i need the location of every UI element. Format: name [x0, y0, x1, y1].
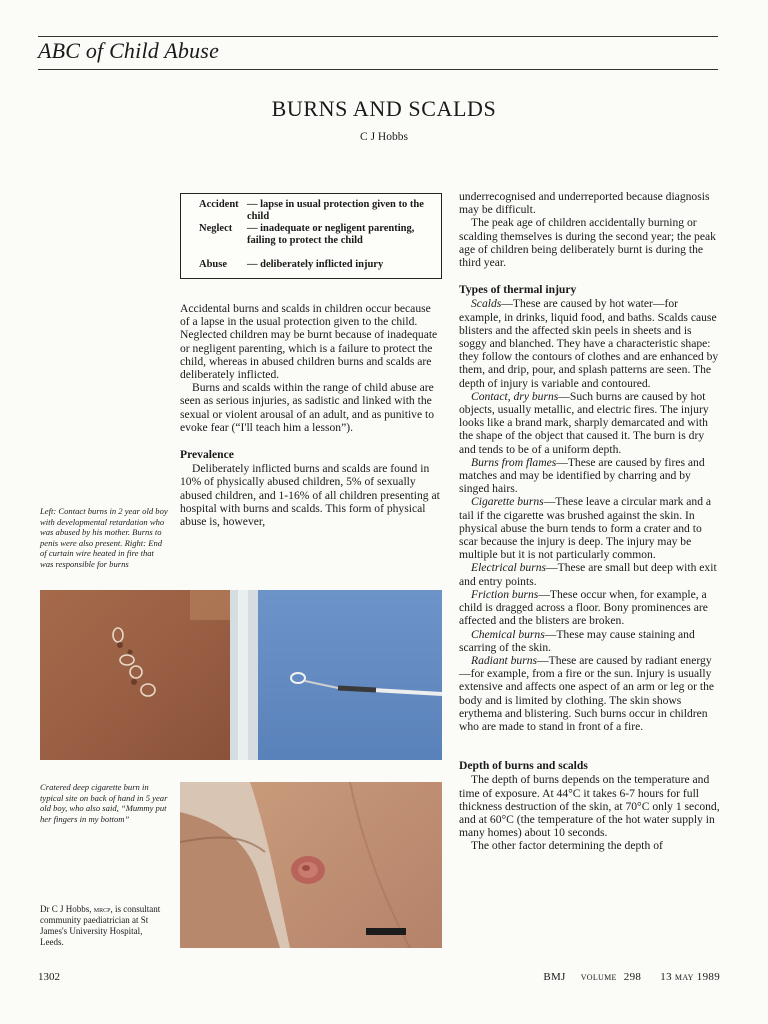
bio-rest: , is consultant community paediatrician at St James's University Hospital, Leeds.	[40, 904, 161, 947]
definition-text: — inadequate or negligent parenting, failing to protect the child	[247, 223, 415, 246]
injury-type-text: —These may cause staining and scarring of the skin.	[459, 627, 695, 654]
injury-type-paragraph	[459, 628, 721, 654]
paragraph: Burns and scalds within the range of child abuse are seen as serious injuries, as sadistic and linked with the sexual or violent arousal of an adult, and as punitive to evoke fear (“I'll teach him a lesson”).	[180, 381, 435, 434]
left-column	[180, 302, 442, 528]
page-number: 1302	[38, 971, 60, 983]
header-bottom-rule	[38, 69, 718, 70]
injury-type-text: —These are caused by hot water—for example, in drinks, liquid food, and baths. Scalds cause blisters and the affected skin peels in sheets and is soggy and blanched. They have a characteristic shape: they follow the contours of clothes and are enhanced by them, and drip, pour, and splash patterns are seen. The depth of injury is variable and contoured.	[459, 297, 719, 390]
injury-type-paragraph	[459, 654, 721, 733]
definition-term: Abuse	[199, 259, 228, 270]
injury-type-text: —These are caused by fires and matches and may be identified by charring and by singed hairs.	[459, 455, 705, 496]
injury-type-text: —These are small but deep with exit and entry points.	[459, 561, 717, 588]
definitions-box	[180, 193, 442, 279]
paragraph: Deliberately inflicted burns and scalds are found in 10% of physically abused children, 5% of sexually abused children, and 1-16% of all children presenting at hospital with burns and scalds. This form of physical abuse is, however,	[180, 462, 440, 529]
right-column	[459, 190, 721, 853]
curtain-wire-photo	[258, 590, 442, 760]
paragraph: The peak age of children accidentally burning or scalding themselves is during the second year; the peak age of children being deliberately burnt is during the third year.	[459, 216, 716, 270]
journal-citation	[543, 971, 720, 983]
article-title: BURNS AND SCALDS	[271, 96, 497, 121]
injury-type-term: Chemical burns	[471, 627, 545, 641]
figure-2-caption: Cratered deep cigarette burn in typical site on back of hand in 5 year old boy, who also said, “Mummy put her fingers in my bottom”	[40, 782, 168, 824]
bio-degree: mrcp	[93, 904, 111, 914]
paragraph: Accidental burns and scalds in children occur because of a lapse in the usual protection given to the child. Neglected children may be burnt because of inadequate or negligent parenting, which is a failure to protect the child, whereas in abused children burns and scalds are deliberately inflicted.	[180, 302, 438, 382]
journal-name: BMJ	[543, 971, 566, 983]
definition-text: — deliberately inflicted injury	[247, 259, 384, 270]
paragraph: The other factor determining the depth of	[471, 839, 663, 853]
volume-label: volume	[580, 971, 617, 983]
paragraph: The depth of burns depends on the temperature and time of exposure. At 44°C it takes 6-7 hours for full thickness destruction of the skin, at 70°C only 1 second, and at 60°C (the temperature of the hot water supply in many homes) about 10 seconds.	[459, 773, 720, 840]
injury-type-text: —These occur when, for example, a child is dragged across a floor. Bony prominences are affected and the blisters are broken.	[459, 587, 708, 628]
injury-type-term: Friction burns	[471, 587, 539, 601]
volume-number: 298	[623, 971, 642, 983]
injury-type-paragraph	[459, 588, 721, 628]
injury-type-paragraph	[459, 456, 721, 496]
injury-type-term: Cigarette burns	[471, 495, 544, 509]
injury-type-term: Radiant burns	[471, 653, 538, 667]
injury-type-text: —These are caused by radiant energy—for example, from a fire or the sun. Injury is usually extensive and affects one aspect of an arm or leg or the body and is limited by clothing. The skin shows erythema and blistering. Such burns occur in children who are made to stand in front of a fire.	[459, 653, 715, 733]
section-heading: Types of thermal injury	[459, 283, 577, 297]
paragraph: underrecognised and underreported because diagnosis may be difficult.	[459, 190, 710, 217]
definition-term: Accident	[199, 199, 239, 210]
series-title: ABC of Child Abuse	[38, 38, 220, 63]
injury-type-text: —These leave a circular mark and a tail if the cigarette was brushed against the skin. In physical abuse the burn tends to form a crater and to scar because the injury is deep. The injury may be multiple but it is not particularly common.	[459, 495, 712, 562]
injury-type-text: —Such burns are caused by hot objects, usually metallic, and electric fires. The injury looks like a brand mark, sharply demarcated and with the shape of the object that caused it. The burn is dry and tends to be of a uniform depth.	[459, 389, 709, 456]
author-bio	[40, 904, 166, 948]
definition-term: Neglect	[199, 223, 233, 234]
injury-type-paragraph	[459, 390, 721, 456]
definition-text: — lapse in usual protection given to the child	[247, 199, 424, 222]
cigarette-burn-photo	[180, 782, 442, 948]
injury-type-paragraph	[459, 561, 721, 587]
article-author: C J Hobbs	[360, 131, 408, 143]
injury-type-term: Contact, dry burns	[471, 389, 559, 403]
photo-divider-strip	[230, 590, 258, 760]
issue-date: 13 may 1989	[660, 971, 720, 983]
injury-type-term: Burns from flames	[471, 455, 557, 469]
bio-prefix: Dr C J Hobbs,	[40, 904, 92, 914]
contact-burns-photo	[40, 590, 230, 760]
section-heading: Depth of burns and scalds	[459, 759, 588, 773]
section-heading: Prevalence	[180, 448, 234, 462]
header-top-rule	[38, 36, 718, 37]
injury-type-paragraph	[459, 297, 721, 389]
injury-type-term: Scalds	[471, 297, 502, 311]
injury-type-term: Electrical burns	[471, 561, 547, 575]
injury-type-paragraph	[459, 495, 721, 561]
figure-1-caption: Left: Contact burns in 2 year old boy with developmental retardation who was abused by his mother. Burns to penis were also present. Right: End of curtain wire heated in fire that was responsible for burns	[40, 506, 168, 569]
